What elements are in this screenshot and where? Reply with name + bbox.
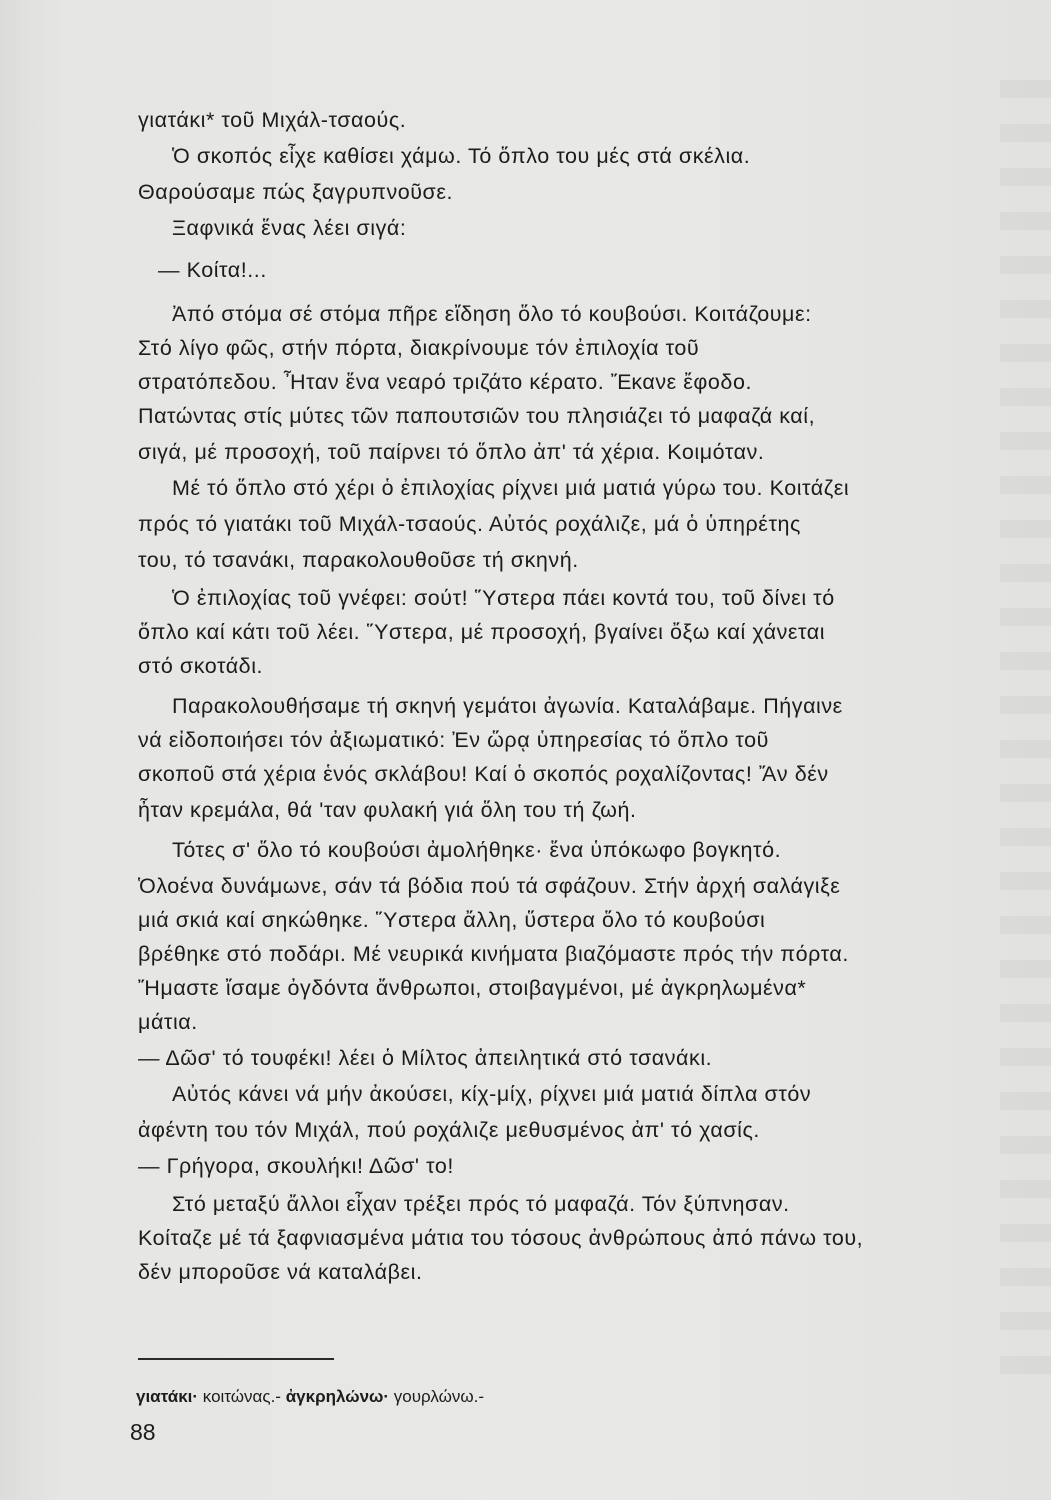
- text-line: Αὐτός κάνει νά μήν ἀκούσει, κίχ-μίχ, ρίχνει μιά ματιά δίπλα στόν: [172, 1082, 812, 1106]
- text-line: του, τό τσανάκι, παρακολουθοῦσε τή σκηνή.: [138, 548, 579, 572]
- text-line: Ὁ σκοπός εἶχε καθίσει χάμω. Τό ὅπλο του μές στά σκέλια.: [172, 144, 751, 168]
- text-line: βρέθηκε στό ποδάρι. Μέ νευρικά κινήματα βιαζόμαστε πρός τήν πόρτα.: [138, 942, 849, 966]
- page-number: 88: [130, 1419, 156, 1445]
- text-line: γιατάκι* τοῦ Μιχάλ-τσαούς.: [138, 108, 407, 132]
- text-line: — Κοίτα!...: [158, 258, 267, 282]
- text-line: — Γρήγορα, σκουλήκι! Δῶσ' το!: [138, 1154, 454, 1178]
- text-line: Παρακολουθήσαμε τή σκηνή γεμάτοι ἀγωνία. Καταλάβαμε. Πήγαινε: [172, 694, 843, 718]
- text-line: Ὁλοένα δυνάμωνε, σάν τά βόδια πού τά σφάζουν. Στήν ἀρχή σαλάγιξε: [138, 874, 841, 898]
- text-line: μιά σκιά καί σηκώθηκε. Ὕστερα ἄλλη, ὕστερα ὅλο τό κουβούσι: [138, 908, 766, 932]
- footnote-definition: κοιτώνας.-: [198, 1387, 286, 1406]
- text-line: ἀφέντη του τόν Μιχάλ, πού ροχάλιζε μεθυσμένος ἀπ' τό χασίς.: [138, 1118, 760, 1142]
- footnote: [136, 1382, 836, 1412]
- text-line: ὅπλο καί κάτι τοῦ λέει. Ὕστερα, μέ προσοχή, βγαίνει ὄξω καί χάνεται: [138, 620, 826, 644]
- text-line: Στό λίγο φῶς, στήν πόρτα, διακρίνουμε τόν ἐπιλοχία τοῦ: [138, 336, 700, 360]
- text-line: Ὁ ἐπιλοχίας τοῦ γνέφει: σούτ! Ὕστερα πάει κοντά του, τοῦ δίνει τό: [172, 586, 835, 610]
- text-line: ἦταν κρεμάλα, θά 'ταν φυλακή γιά ὅλη του τή ζωή.: [138, 798, 637, 822]
- text-line: Κοίταζε μέ τά ξαφνιασμένα μάτια του τόσους ἀνθρώπους ἀπό πάνω του,: [138, 1226, 864, 1250]
- text-line: Ἀπό στόμα σέ στόμα πῆρε εἴδηση ὅλο τό κουβούσι. Κοιτάζουμε:: [172, 302, 812, 326]
- text-line: σιγά, μέ προσοχή, τοῦ παίρνει τό ὅπλο ἀπ' τά χέρια. Κοιμόταν.: [138, 440, 765, 464]
- text-line: Στό μεταξύ ἄλλοι εἶχαν τρέξει πρός τό μαφαζά. Τόν ξύπνησαν.: [172, 1192, 790, 1216]
- text-line: Πατώντας στίς μύτες τῶν παπουτσιῶν του πλησιάζει τό μαφαζά καί,: [138, 404, 816, 428]
- text-line: δέν μποροῦσε νά καταλάβει.: [138, 1260, 423, 1284]
- text-line: Ἤμαστε ἴσαμε ὀγδόντα ἄνθρωποι, στοιβαγμένοι, μέ ἀγκρηλωμένα*: [138, 976, 807, 1000]
- text-line: Τότες σ' ὅλο τό κουβούσι ἀμολήθηκε· ἕνα ὑπόκωφο βογκητό.: [172, 838, 782, 862]
- text-line: μάτια.: [138, 1010, 198, 1034]
- text-line: — Δῶσ' τό τουφέκι! λέει ὁ Μίλτος ἀπειλητικά στό τσανάκι.: [138, 1046, 713, 1070]
- text-line: στρατόπεδου. Ἦταν ἕνα νεαρό τριζάτο κέρατο. Ἔκανε ἔφοδο.: [138, 370, 752, 394]
- text-line: σκοποῦ στά χέρια ἑνός σκλάβου! Καί ὁ σκοπός ροχαλίζοντας! Ἄν δέν: [138, 762, 829, 786]
- show-through-shadow: [1000, 80, 1051, 1380]
- text-line: νά εἰδοποιήσει τόν ἀξιωματικό: Ἐν ὥρᾳ ὑπηρεσίας τό ὅπλο τοῦ: [138, 728, 769, 752]
- footnote-term: ἀγκρηλώνω·: [285, 1387, 390, 1406]
- text-line: Ξαφνικά ἕνας λέει σιγά:: [172, 216, 407, 240]
- footnote-divider: [138, 1358, 334, 1360]
- footnote-definition: γουρλώνω.-: [389, 1387, 485, 1406]
- text-line: πρός τό γιατάκι τοῦ Μιχάλ-τσαούς. Αὐτός ροχάλιζε, μά ὁ ὑπηρέτης: [138, 512, 801, 536]
- text-line: στό σκοτάδι.: [138, 654, 264, 678]
- footnote-term: γιατάκι·: [136, 1387, 199, 1406]
- text-line: Μέ τό ὅπλο στό χέρι ὁ ἐπιλοχίας ρίχνει μιά ματιά γύρω του. Κοιτάζει: [172, 476, 850, 500]
- text-line: Θαρούσαμε πώς ξαγρυπνοῦσε.: [138, 180, 454, 204]
